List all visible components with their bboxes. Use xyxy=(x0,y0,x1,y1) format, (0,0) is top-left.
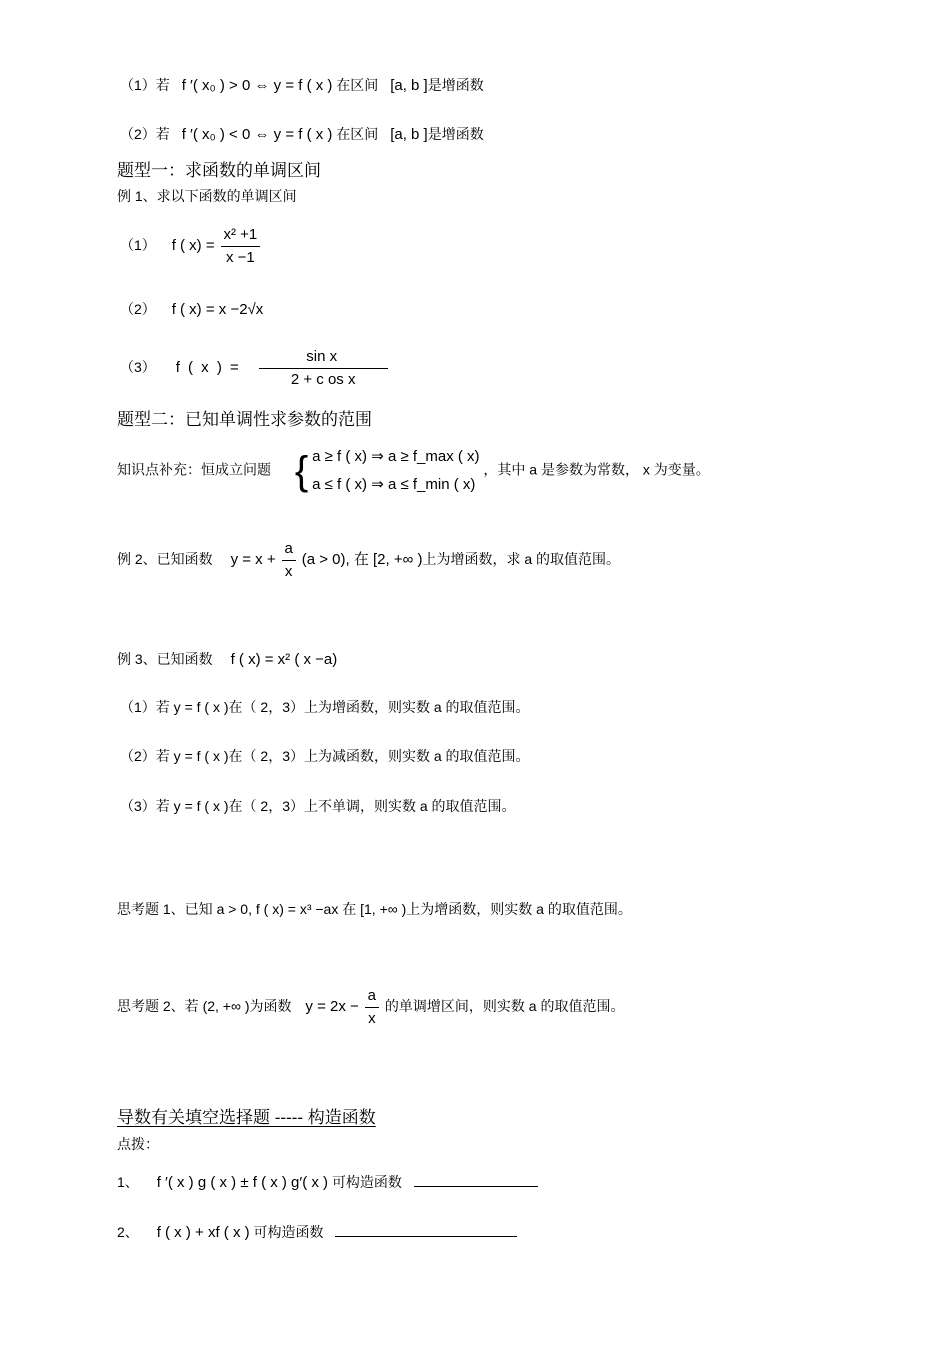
text: 的单调增区间，则实数 a 的取值范围。 xyxy=(384,998,625,1015)
numerator: x² +1 xyxy=(221,224,261,247)
formula-rest: (a > 0), 在 [2, +∞ ) xyxy=(301,551,423,569)
fraction xyxy=(259,346,388,391)
formula: f ( x ) + xf ( x ) xyxy=(156,1224,250,1241)
formula: f ′( x₀ ) > 0 ⇔ y = f ( x ) xyxy=(181,77,333,94)
formula: f ( x) = x −2√x xyxy=(171,301,264,318)
system-line-1: a ≥ f ( x) ⇒ a ≥ f_max ( x) xyxy=(312,448,480,465)
example-3-q1: （1）若 y = f ( x )在（ 2，3）上为增函数，则实数 a 的取值范围。 xyxy=(120,699,530,715)
item-number: 1、 xyxy=(117,1174,139,1190)
formula: f ′( x ) g ( x ) ± f ( x ) g′( x ) xyxy=(156,1174,329,1191)
fraction xyxy=(221,224,261,269)
denominator: x xyxy=(284,563,293,580)
interval: [a, b ] xyxy=(390,77,428,94)
text: 是增函数 xyxy=(427,126,484,142)
numerator: a xyxy=(282,538,296,561)
construct-item-1 xyxy=(117,1172,538,1193)
text: 上为增函数，求 a 的取值范围。 xyxy=(422,551,621,568)
section-heading-type2: 题型二：已知单调性求参数的范围 xyxy=(117,410,372,429)
formula: f ( x) = x² ( x −a) xyxy=(230,651,338,668)
numerator: a xyxy=(365,985,379,1008)
item-number: 2、 xyxy=(117,1224,139,1240)
text: ，其中 a 是参数为常数， x 为变量。 xyxy=(483,461,710,478)
fraction xyxy=(365,985,379,1030)
item-number: （2）若 xyxy=(120,126,170,142)
text: 可构造函数 xyxy=(253,1224,324,1240)
formula: f ′( x₀ ) < 0 ⇔ y = f ( x ) xyxy=(181,126,333,143)
item-number: （2） xyxy=(120,301,156,317)
inequality-system xyxy=(312,443,479,499)
item-number: （1） xyxy=(120,237,156,254)
example-1-q3 xyxy=(120,346,390,391)
text: 可构造函数 xyxy=(331,1174,402,1190)
intro-item-2 xyxy=(120,124,484,145)
section-heading-type3: 导数有关填空选择题 ----- 构造函数 xyxy=(117,1108,376,1127)
fraction xyxy=(282,538,296,583)
denominator: x xyxy=(368,1010,376,1027)
label: 例 2、已知函数 xyxy=(117,551,213,568)
label: 知识点补充：恒成立问题 xyxy=(117,461,271,478)
interval: [a, b ] xyxy=(390,126,428,143)
supplement-constant-problem xyxy=(117,443,710,499)
hint-label: 点拨： xyxy=(117,1136,159,1152)
think-question-2 xyxy=(117,985,624,1030)
denominator: 2 + c os x xyxy=(290,371,356,388)
left-brace: { xyxy=(294,449,309,493)
example-1-q1 xyxy=(120,224,262,269)
text: 在区间 xyxy=(336,77,379,93)
formula-lhs: f ( x ) = xyxy=(175,359,241,377)
item-number: （3） xyxy=(120,359,156,376)
text: 思考题 2、若 (2, +∞ )为函数 xyxy=(117,998,292,1015)
construct-item-2 xyxy=(117,1222,517,1243)
answer-blank-2[interactable] xyxy=(335,1236,517,1237)
formula-lhs: y = x + xyxy=(230,551,276,569)
formula-lhs: y = 2x − xyxy=(305,998,359,1016)
section-heading-type1: 题型一：求函数的单调区间 xyxy=(117,161,321,180)
example-1-q2 xyxy=(120,299,263,320)
denominator: x −1 xyxy=(225,249,255,266)
example-1-intro: 例 1、求以下函数的单调区间 xyxy=(117,188,297,204)
answer-blank-1[interactable] xyxy=(414,1186,538,1187)
example-3-q2: （2）若 y = f ( x )在（ 2，3）上为减函数，则实数 a 的取值范围。 xyxy=(120,748,530,764)
example-2 xyxy=(117,538,620,583)
formula-lhs: f ( x) = xyxy=(171,237,215,255)
example-3-q3: （3）若 y = f ( x )在（ 2，3）上不单调，则实数 a 的取值范围。 xyxy=(120,798,516,814)
text: 在区间 xyxy=(336,126,379,142)
system-line-2: a ≤ f ( x) ⇒ a ≤ f_min ( x) xyxy=(312,476,476,493)
label: 例 3、已知函数 xyxy=(117,651,213,667)
item-number: （1）若 xyxy=(120,77,170,93)
intro-item-1 xyxy=(120,75,484,96)
example-3 xyxy=(117,649,337,670)
think-question-1: 思考题 1、已知 a > 0, f ( x) = x³ −ax 在 [1, +∞ )上为增函数，则实数 a 的取值范围。 xyxy=(117,901,632,917)
numerator: sin x xyxy=(259,346,388,369)
text: 是增函数 xyxy=(427,77,484,93)
